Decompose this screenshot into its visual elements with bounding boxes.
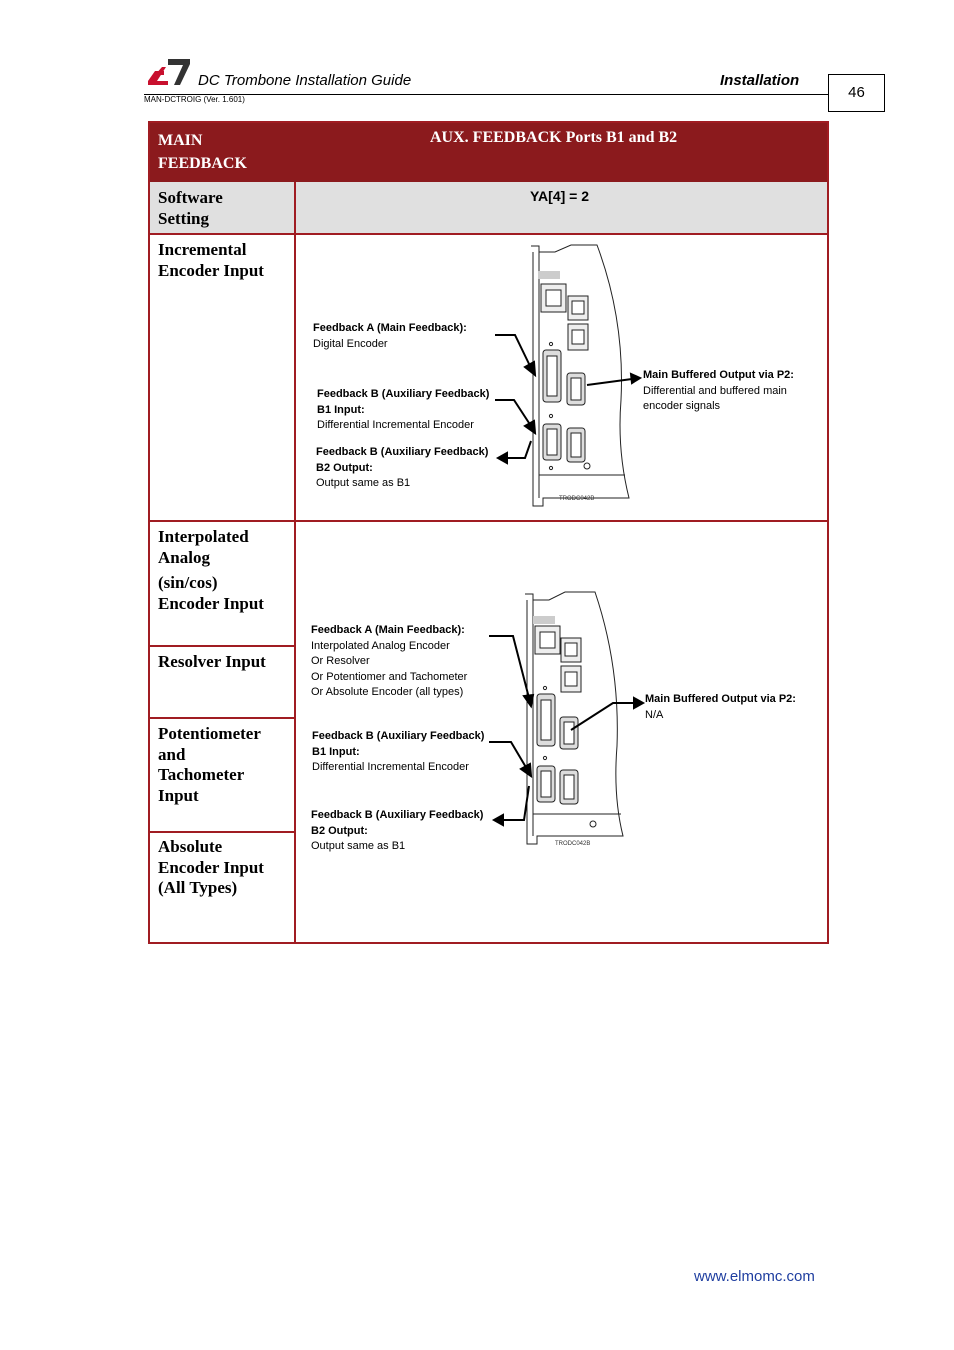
incremental-encoder-label: Incremental Encoder Input — [158, 240, 264, 280]
row-divider — [150, 831, 294, 833]
drive-unit-drawing — [531, 245, 629, 506]
potentiometer-tachometer-label: Potentiometer and Tachometer Input — [158, 724, 261, 805]
drive-unit-drawing — [525, 592, 623, 844]
diagram2-feedback-b2: Feedback B (Auxiliary Feedback) B2 Output: Output same as B1 — [311, 809, 484, 852]
table-header-row — [150, 123, 827, 182]
row-divider — [150, 520, 827, 522]
row-divider — [150, 717, 294, 719]
elmo-logo — [148, 57, 190, 89]
diagram2-code: TRODC042B — [555, 841, 591, 847]
section-title: Installation — [720, 72, 800, 89]
diagram2-feedback-a: Feedback A (Main Feedback): Interpolated Analog Encoder Or Resolver Or Potentiomer and Tachometer Or Absolute Encoder (all types) — [311, 624, 468, 698]
interpolated-analog-label: Interpolated Analog (sin/cos) Encoder Input — [158, 527, 264, 613]
website-link[interactable]: www.elmomc.com — [694, 1268, 815, 1285]
row-divider — [150, 233, 827, 235]
software-setting-label: Software Setting — [158, 188, 223, 228]
page-number: 46 — [828, 74, 885, 112]
diagram1-main-buffered: Main Buffered Output via P2: Differential and buffered main encoder signals — [643, 369, 794, 412]
header-aux-feedback: AUX. FEEDBACK Ports B1 and B2 — [430, 129, 678, 146]
header-divider — [144, 94, 828, 95]
software-setting-row — [150, 182, 827, 234]
absolute-encoder-label: Absolute Encoder Input (All Types) — [158, 837, 264, 897]
document-version: MAN-DCTROIG (Ver. 1.601) — [144, 95, 245, 104]
diagram1-feedback-a: Feedback A (Main Feedback): Digital Encoder — [313, 322, 467, 350]
software-setting-value: YA[4] = 2 — [530, 188, 590, 204]
diagram1-feedback-b1: Feedback B (Auxiliary Feedback) B1 Input: Differential Incremental Encoder — [317, 388, 490, 431]
row-divider — [150, 645, 294, 647]
diagram2-main-buffered: Main Buffered Output via P2: N/A — [645, 693, 796, 721]
diagram1-feedback-b2: Feedback B (Auxiliary Feedback) B2 Output: Output same as B1 — [316, 446, 489, 489]
document-title: DC Trombone Installation Guide — [198, 72, 412, 89]
resolver-input-label: Resolver Input — [158, 652, 266, 671]
diagram1-code: TRODC042B — [559, 496, 595, 502]
header-main-feedback: MAIN FEEDBACK — [158, 132, 247, 172]
diagram2-feedback-b1: Feedback B (Auxiliary Feedback) B1 Input: Differential Incremental Encoder — [312, 730, 485, 773]
